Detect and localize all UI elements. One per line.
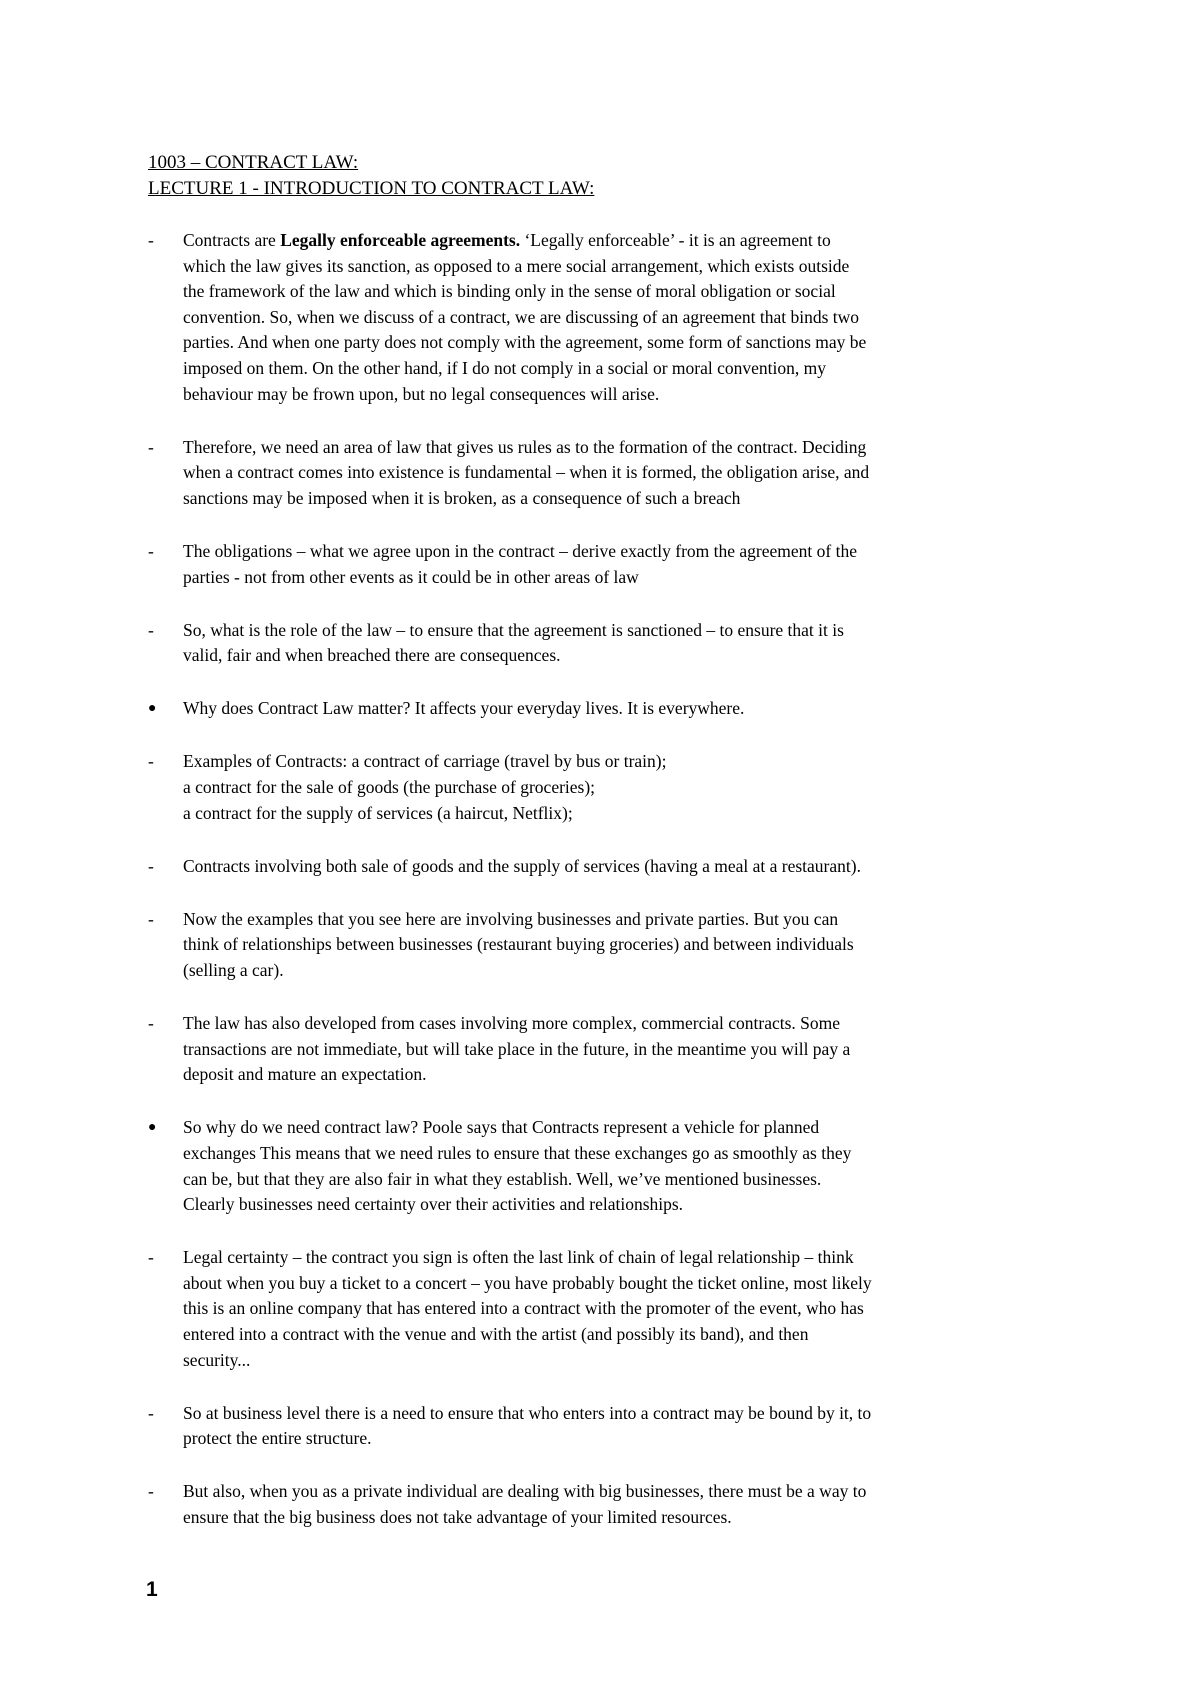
text-line [183,1401,1068,1427]
text-run: convention. So, when we discuss of a contract, we are discussing of an agreement that binds two [183,306,860,327]
text-line [183,958,1068,984]
text-line [183,330,1068,356]
text-line [183,460,1068,486]
text-line [183,539,1068,565]
dash-marker: - [148,1481,154,1502]
dash-marker: - [148,1247,154,1268]
text-line [183,775,1068,801]
lecture-title: LECTURE 1 - INTRODUCTION TO CONTRACT LAW: [148,178,595,199]
text-run: Contracts involving both sale of goods and the supply of services (having a meal at a restaurant). [183,855,861,876]
text-line [183,1062,1068,1088]
text-line [183,305,1068,331]
text-run: this is an online company that has entered into a contract with the promoter of the event, who has [183,1298,864,1319]
text-line [183,228,1068,254]
text-run: The obligations – what we agree upon in the contract – derive exactly from the agreement of the [183,540,857,561]
text-line [183,1479,1068,1505]
text-line [183,1011,1068,1037]
text-run: So why do we need contract law? Poole says that Contracts represent a vehicle for planned [183,1117,820,1138]
text-line [183,854,1068,880]
list-item [148,696,1068,722]
document-title [148,150,1068,202]
list-item [148,1401,1068,1452]
list-item [148,1115,1068,1217]
text-line [183,1037,1068,1063]
course-title: 1003 – CONTRACT LAW: [148,152,359,173]
text-line [183,254,1068,280]
text-run: exchanges This means that we need rules to ensure that these exchanges go as smoothly as they [183,1142,852,1163]
text-line [183,1322,1068,1348]
dash-marker: - [148,619,154,640]
text-run: But also, when you as a private individual are dealing with big businesses, there must be a way to [183,1481,867,1502]
text-line [183,1505,1068,1531]
text-run: So at business level there is a need to ensure that who enters into a contract may be bound by it, to [183,1402,872,1423]
text-run: sanctions may be imposed when it is broken, as a consequence of such a breach [183,487,741,508]
text-run: entered into a contract with the venue and with the artist (and possibly its band), and then [183,1324,809,1344]
text-line [183,1271,1068,1297]
list-item [148,907,1068,984]
text-line [183,1426,1068,1452]
text-line [183,1167,1068,1193]
list-item [148,435,1068,512]
dash-marker: - [148,1013,154,1034]
text-run: Contracts are [183,230,281,250]
dash-marker: - [148,436,154,457]
text-run: which the law gives its sanction, as opposed to a mere social arrangement, which exists outside [183,255,850,276]
page-number: 1 [146,1578,158,1601]
dash-marker: - [148,1402,154,1423]
text-line [183,801,1068,827]
text-line [183,749,1068,775]
list-item [148,1011,1068,1088]
text-run: ensure that the big business does not take advantage of your limited resources. [183,1506,732,1527]
text-run: parties. And when one party does not comply with the agreement, some form of sanctions may be [183,332,867,353]
text-line [183,279,1068,305]
list-item [148,1245,1068,1373]
bold-term: Legally enforceable agreements. [280,230,521,250]
text-line [183,486,1068,512]
text-line [183,435,1068,461]
text-line [183,907,1068,933]
text-line [183,1348,1068,1374]
text-run: The law has also developed from cases involving more complex, commercial contracts. Some [183,1013,841,1034]
text-run: Therefore, we need an area of law that gives us rules as to the formation of the contract. Deciding [183,436,867,457]
text-line [183,1141,1068,1167]
list-item [148,1479,1068,1530]
text-run: Why does Contract Law matter? It affects your everyday lives. It is everywhere. [183,698,745,719]
text-line [183,565,1068,591]
text-line [183,643,1068,669]
text-run: when a contract comes into existence is fundamental – when it is formed, the obligation arise, and [183,462,870,483]
dash-marker: - [148,908,154,929]
text-run: Now the examples that you see here are involving businesses and private parties. But you can [183,908,839,929]
text-line [183,356,1068,382]
dash-marker: - [148,540,154,561]
text-line [183,382,1068,408]
text-run: protect the entire structure. [183,1428,372,1449]
text-run: a contract for the sale of goods (the purchase of groceries); [183,777,596,797]
bullet-icon: ● [148,1120,157,1136]
page-body [148,150,1068,1558]
text-line [183,696,1068,722]
text-line [183,932,1068,958]
text-run: Clearly businesses need certainty over their activities and relationships. [183,1194,684,1215]
text-run: So, what is the role of the law – to ensure that the agreement is sanctioned – to ensure that it is [183,619,844,640]
text-line [183,1296,1068,1322]
text-line [183,1245,1068,1271]
text-run: security... [183,1349,251,1370]
text-run: transactions are not immediate, but will take place in the future, in the meantime you will pay a [183,1038,851,1059]
list-item [148,749,1068,826]
dash-marker: - [148,230,154,250]
list-item [148,539,1068,590]
text-run: can be, but that they are also fair in what they establish. Well, we’ve mentioned businesses. [183,1168,822,1189]
text-run: think of relationships between businesses (restaurant buying groceries) and between individuals [183,934,854,955]
text-run: ‘Legally enforceable’ - it is an agreement to [520,230,831,250]
lecture-notes-list [148,228,1068,1531]
text-run: Legal certainty – the contract you sign is often the last link of chain of legal relationship – think [183,1247,854,1268]
text-run: about when you buy a ticket to a concert – you have probably bought the ticket online, most likely [183,1272,872,1293]
list-item [148,618,1068,669]
text-run: behaviour may be frown upon, but no legal consequences will arise. [183,383,660,404]
text-run: (selling a car). [183,959,284,980]
text-line [183,1115,1068,1141]
text-run: Examples of Contracts: a contract of carriage (travel by bus or train); [183,751,667,772]
text-run: imposed on them. On the other hand, if I do not comply in a social or moral convention, my [183,357,826,378]
dash-marker: - [148,855,154,876]
text-run: deposit and mature an expectation. [183,1064,427,1085]
bullet-icon: ● [148,701,157,717]
text-run: parties - not from other events as it could be in other areas of law [183,566,639,587]
text-line [183,618,1068,644]
dash-marker: - [148,751,154,772]
list-item [148,854,1068,880]
text-run: the framework of the law and which is binding only in the sense of moral obligation or social [183,281,836,302]
text-line [183,1192,1068,1218]
text-run: valid, fair and when breached there are consequences. [183,645,561,666]
text-run: a contract for the supply of services (a haircut, Netflix); [183,802,573,823]
list-item [148,228,1068,407]
